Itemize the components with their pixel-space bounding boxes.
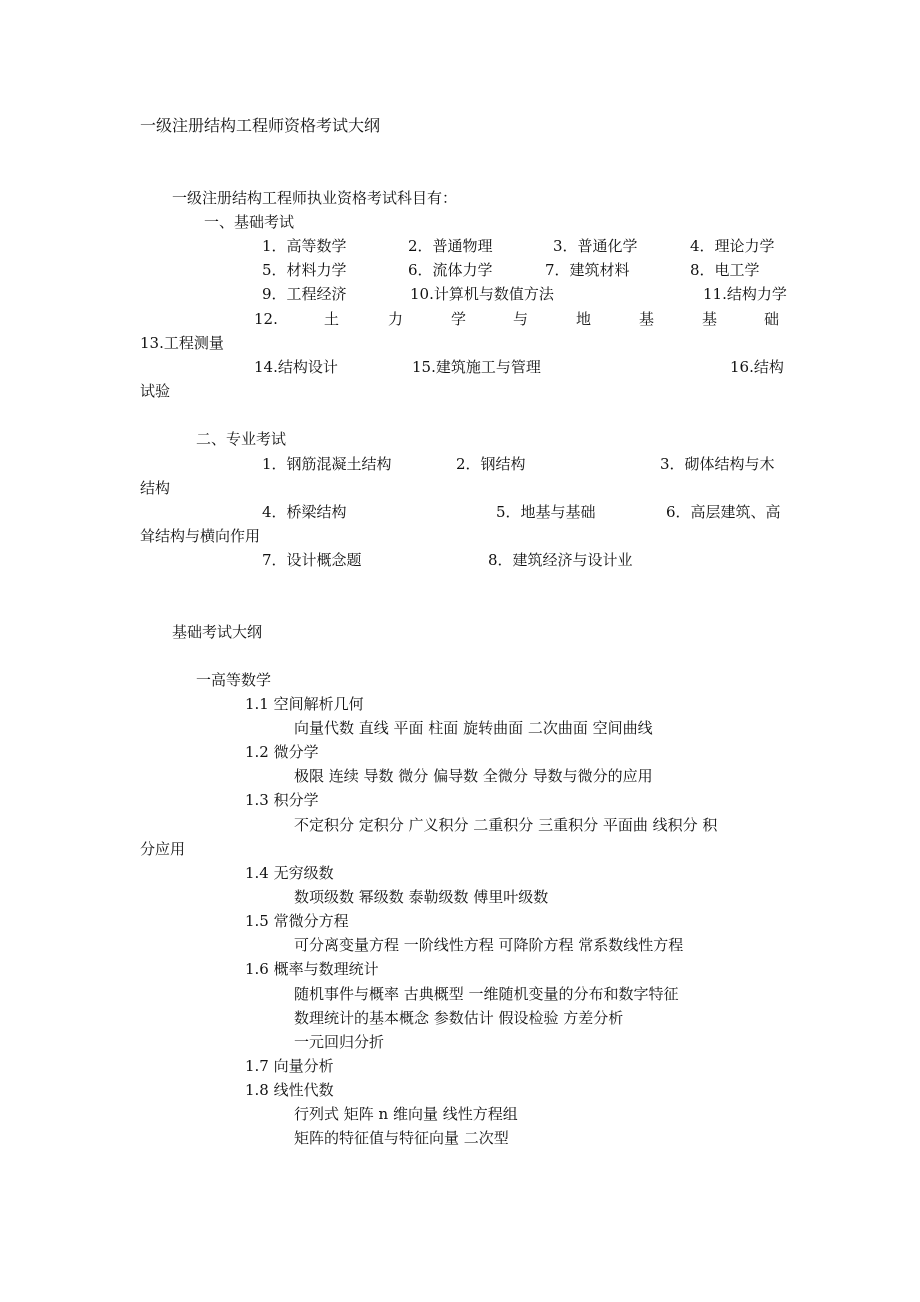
exam-subject: 1．高等数学 [262,237,347,255]
topic-content: 数理统计的基本概念 参数估计 假设检验 方差分析 [294,1009,624,1027]
exam-subject: 4．桥梁结构 [262,503,347,521]
topic-content: 矩阵的特征值与特征向量 二次型 [294,1129,509,1147]
exam-subject: 9．工程经济 [262,285,347,303]
outline-heading: 基础考试大纲 [172,623,263,641]
section1-heading: 一、基础考试 [204,213,295,231]
exam-subject-part: 地 [576,310,592,328]
exam-subject: 4．理论力学 [690,237,775,255]
exam-subject: 1．钢筋混凝土结构 [262,455,392,473]
exam-subject: 3．砌体结构与木 [660,455,775,473]
exam-subject-part: 与 [513,310,529,328]
exam-subject-part: 基 [639,310,655,328]
exam-subject-part: 力 [388,310,404,328]
topic-content: 随机事件与概率 古典概型 一维随机变量的分布和数字特征 [294,985,679,1003]
exam-subject: 7．建筑材料 [545,261,630,279]
exam-subject: 11.结构力学 [703,285,787,303]
exam-subject-part: 耸结构与横向作用 [140,527,261,545]
topic-content: 向量代数 直线 平面 柱面 旋转曲面 二次曲面 空间曲线 [294,719,653,737]
topic-label: 1.1 空间解析几何 [245,695,364,713]
exam-subject-part: 基 [702,310,718,328]
exam-subject: 6．流体力学 [408,261,493,279]
topic-content: 极限 连续 导数 微分 偏导数 全微分 导数与微分的应用 [294,767,653,785]
section2-heading: 二、专业考试 [196,430,287,448]
document-title: 一级注册结构工程师资格考试大纲 [140,116,381,135]
exam-subject: 3．普通化学 [553,237,638,255]
exam-subject: 7．设计概念题 [262,551,362,569]
part-heading: 一高等数学 [196,671,272,689]
topic-content: 行列式 矩阵 n 维向量 线性方程组 [294,1105,518,1123]
exam-subject-part: 土 [324,310,340,328]
intro-text: 一级注册结构工程师执业资格考试科目有： [172,189,458,207]
exam-subject: 5．地基与基础 [496,503,596,521]
exam-subject: 8．建筑经济与设计业 [488,551,633,569]
topic-content: 可分离变量方程 一阶线性方程 可降阶方程 常系数线性方程 [294,936,684,954]
exam-subject: 8．电工学 [690,261,760,279]
exam-subject-part: 试验 [140,382,171,400]
exam-subject: 13.工程测量 [140,334,224,352]
exam-subject: 2．普通物理 [408,237,493,255]
topic-content: 分应用 [140,840,186,858]
exam-subject: 2．钢结构 [456,455,526,473]
topic-label: 1.5 常微分方程 [245,912,349,930]
topic-label: 1.4 无穷级数 [245,864,334,882]
exam-subject-part: 础 [764,310,780,328]
exam-subject-part: 学 [451,310,467,328]
topic-label: 1.6 概率与数理统计 [245,960,379,978]
topic-content: 不定积分 定积分 广义积分 二重积分 三重积分 平面曲 线积分 积 [294,816,718,834]
exam-subject: 16.结构 [730,358,784,376]
topic-label: 1.3 积分学 [245,791,319,809]
exam-subject: 14.结构设计 [254,358,338,376]
exam-subject: 6．高层建筑、高 [666,503,781,521]
topic-label: 1.7 向量分析 [245,1057,334,1075]
topic-label: 1.2 微分学 [245,743,319,761]
topic-content: 数项级数 幂级数 泰勒级数 傅里叶级数 [294,888,549,906]
exam-subject-part: 结构 [140,479,171,497]
exam-subject: 10.计算机与数值方法 [410,285,554,303]
exam-subject: 15.建筑施工与管理 [412,358,541,376]
topic-label: 1.8 线性代数 [245,1081,334,1099]
topic-content: 一元回归分折 [294,1033,385,1051]
exam-subject-part: 12. [254,310,278,328]
exam-subject: 5．材料力学 [262,261,347,279]
